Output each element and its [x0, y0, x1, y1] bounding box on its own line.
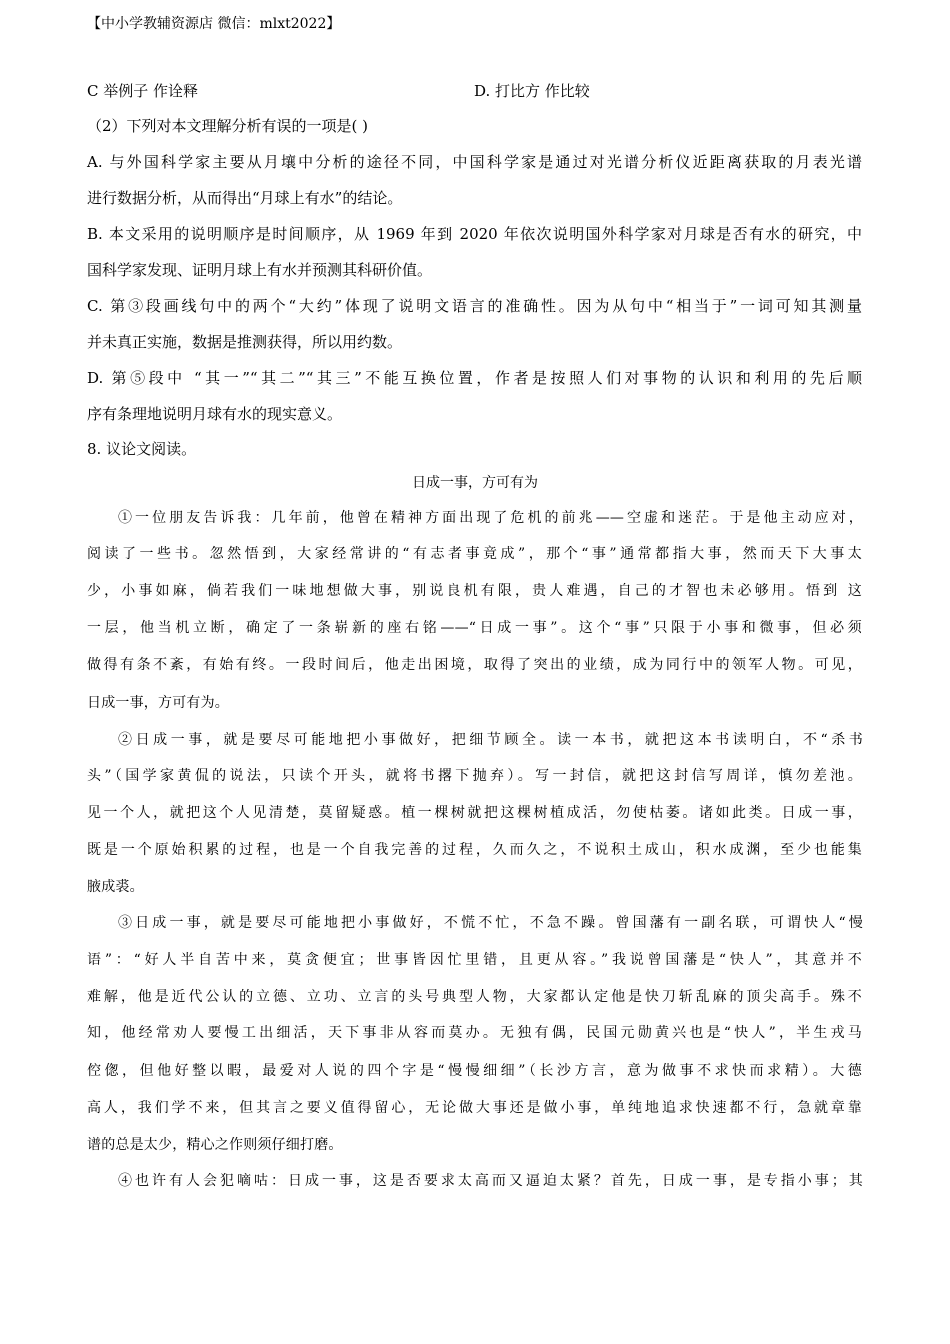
question-2-stem: （2）下列对本文理解分析有误的一项是( ): [87, 117, 369, 135]
paragraph-1-line: 阅读了一些书。忽然悟到，大家经常讲的“有志者事竟成”，那个“事”通常都指大事，然而天下大事太: [87, 546, 862, 562]
paragraph-2-line: 腋成裘。: [87, 879, 144, 895]
article-title: 日成一事，方可有为: [412, 475, 538, 491]
paragraph-3-line: 高人，我们学不来，但其言之要义值得留心，无论做大事还是做小事，单纯地追求快速都不行，急就章靠: [87, 1100, 862, 1116]
option-a-line-1: A. 与外国科学家主要从月壤中分析的途径不同，中国科学家是通过对光谱分析仪近距离获取的月表光谱: [87, 153, 862, 171]
section-8-label: 8. 议论文阅读。: [87, 440, 197, 458]
paragraph-2-line: 头”（国学家黄侃的说法，只读个开头，就将书撂下抛弃）。写一封信，就把这封信写周详，慎勿差池。: [87, 768, 862, 784]
option-d-prev: D. 打比方 作比较: [474, 82, 590, 100]
option-b-line-2: 国科学家发现、证明月球上有水并预测其科研价值。: [87, 261, 433, 279]
option-b-line-1: B. 本文采用的说明顺序是时间顺序，从 1969 年到 2020 年依次说明国外科学家对月球是否有水的研究，中: [87, 225, 862, 243]
option-c-line-2: 并未真正实施，数据是推测获得，所以用约数。: [87, 333, 403, 351]
paragraph-2-line: 既是一个原始积累的过程，也是一个自我完善的过程，久而久之，不说积土成山，积水成渊，至少也能集: [87, 842, 862, 858]
paragraph-1-line: 日成一事，方可有为。: [87, 695, 229, 711]
option-d-line-2: 序有条理地说明月球有水的现实意义。: [87, 405, 343, 423]
paragraph-3-line: 难解，他是近代公认的立德、立功、立言的头号典型人物，大家都认定他是快刀斩乱麻的顶尖高手。殊不: [87, 989, 862, 1005]
paragraph-1-line: ①一位朋友告诉我：几年前，他曾在精神方面出现了危机的前兆——空虚和迷茫。于是他主动应对，: [118, 510, 863, 526]
option-c-prev: C 举例子 作诠释: [87, 82, 199, 100]
paragraph-1-line: 少，小事如麻，倘若我们一味地想做大事，别说良机有限，贵人难遇，自己的才智也未必够用。悟到 这: [87, 583, 862, 599]
paragraph-2-line: ②日成一事，就是要尽可能地把小事做好，把细节顾全。读一本书，就把这本书读明白，不“杀书: [118, 732, 863, 748]
paragraph-3-line: ③日成一事，就是要尽可能地把小事做好，不慌不忙，不急不躁。曾国藩有一副名联，可谓快人“慢: [118, 915, 863, 931]
paragraph-3-line: 知，他经常劝人要慢工出细活，天下事非从容而莫办。无独有偶，民国元勋黄兴也是“快人”，半生戎马: [87, 1025, 862, 1041]
paragraph-1-line: 做得有条不紊，有始有终。一段时间后，他走出困境，取得了突出的业绩，成为同行中的领军人物。可见，: [87, 657, 862, 673]
paragraph-2-line: 见一个人，就把这个人见清楚，莫留疑惑。植一棵树就把这棵树植成活，勿使枯萎。诸如此类。日成一事，: [87, 805, 862, 821]
paragraph-1-line: 一层，他当机立断，确定了一条崭新的座右铭——“日成一事”。这个“事”只限于小事和微事，但必须: [87, 620, 862, 636]
paragraph-3-line: 倥偬，但他好整以暇，最爱对人说的四个字是“慢慢细细”（长沙方言，意为做事不求快而求精）。大德: [87, 1063, 862, 1079]
option-c-line-1: C. 第③段画线句中的两个“大约”体现了说明文语言的准确性。因为从句中“相当于”一词可知其测量: [87, 297, 862, 315]
paragraph-3-line: 谱的总是太少，精心之作则须仔细打磨。: [87, 1137, 343, 1153]
option-a-line-2: 进行数据分析，从而得出“月球上有水”的结论。: [87, 189, 403, 207]
paragraph-4-line: ④也许有人会犯嘀咕：日成一事，这是否要求太高而又逼迫太紧？首先，日成一事，是专指小事；其: [118, 1173, 863, 1189]
source-header: 【中小学教辅资源店 微信：mlxt2022】: [87, 16, 341, 32]
option-d-line-1: D. 第⑤段中 “其一”“其二”“其三”不能互换位置，作者是按照人们对事物的认识和利用的先后顺: [87, 369, 862, 387]
paragraph-3-line: 语”：“好人半自苦中来，莫贪便宜；世事皆因忙里错，且更从容。”我说曾国藩是“快人”，其意并不: [87, 952, 862, 968]
